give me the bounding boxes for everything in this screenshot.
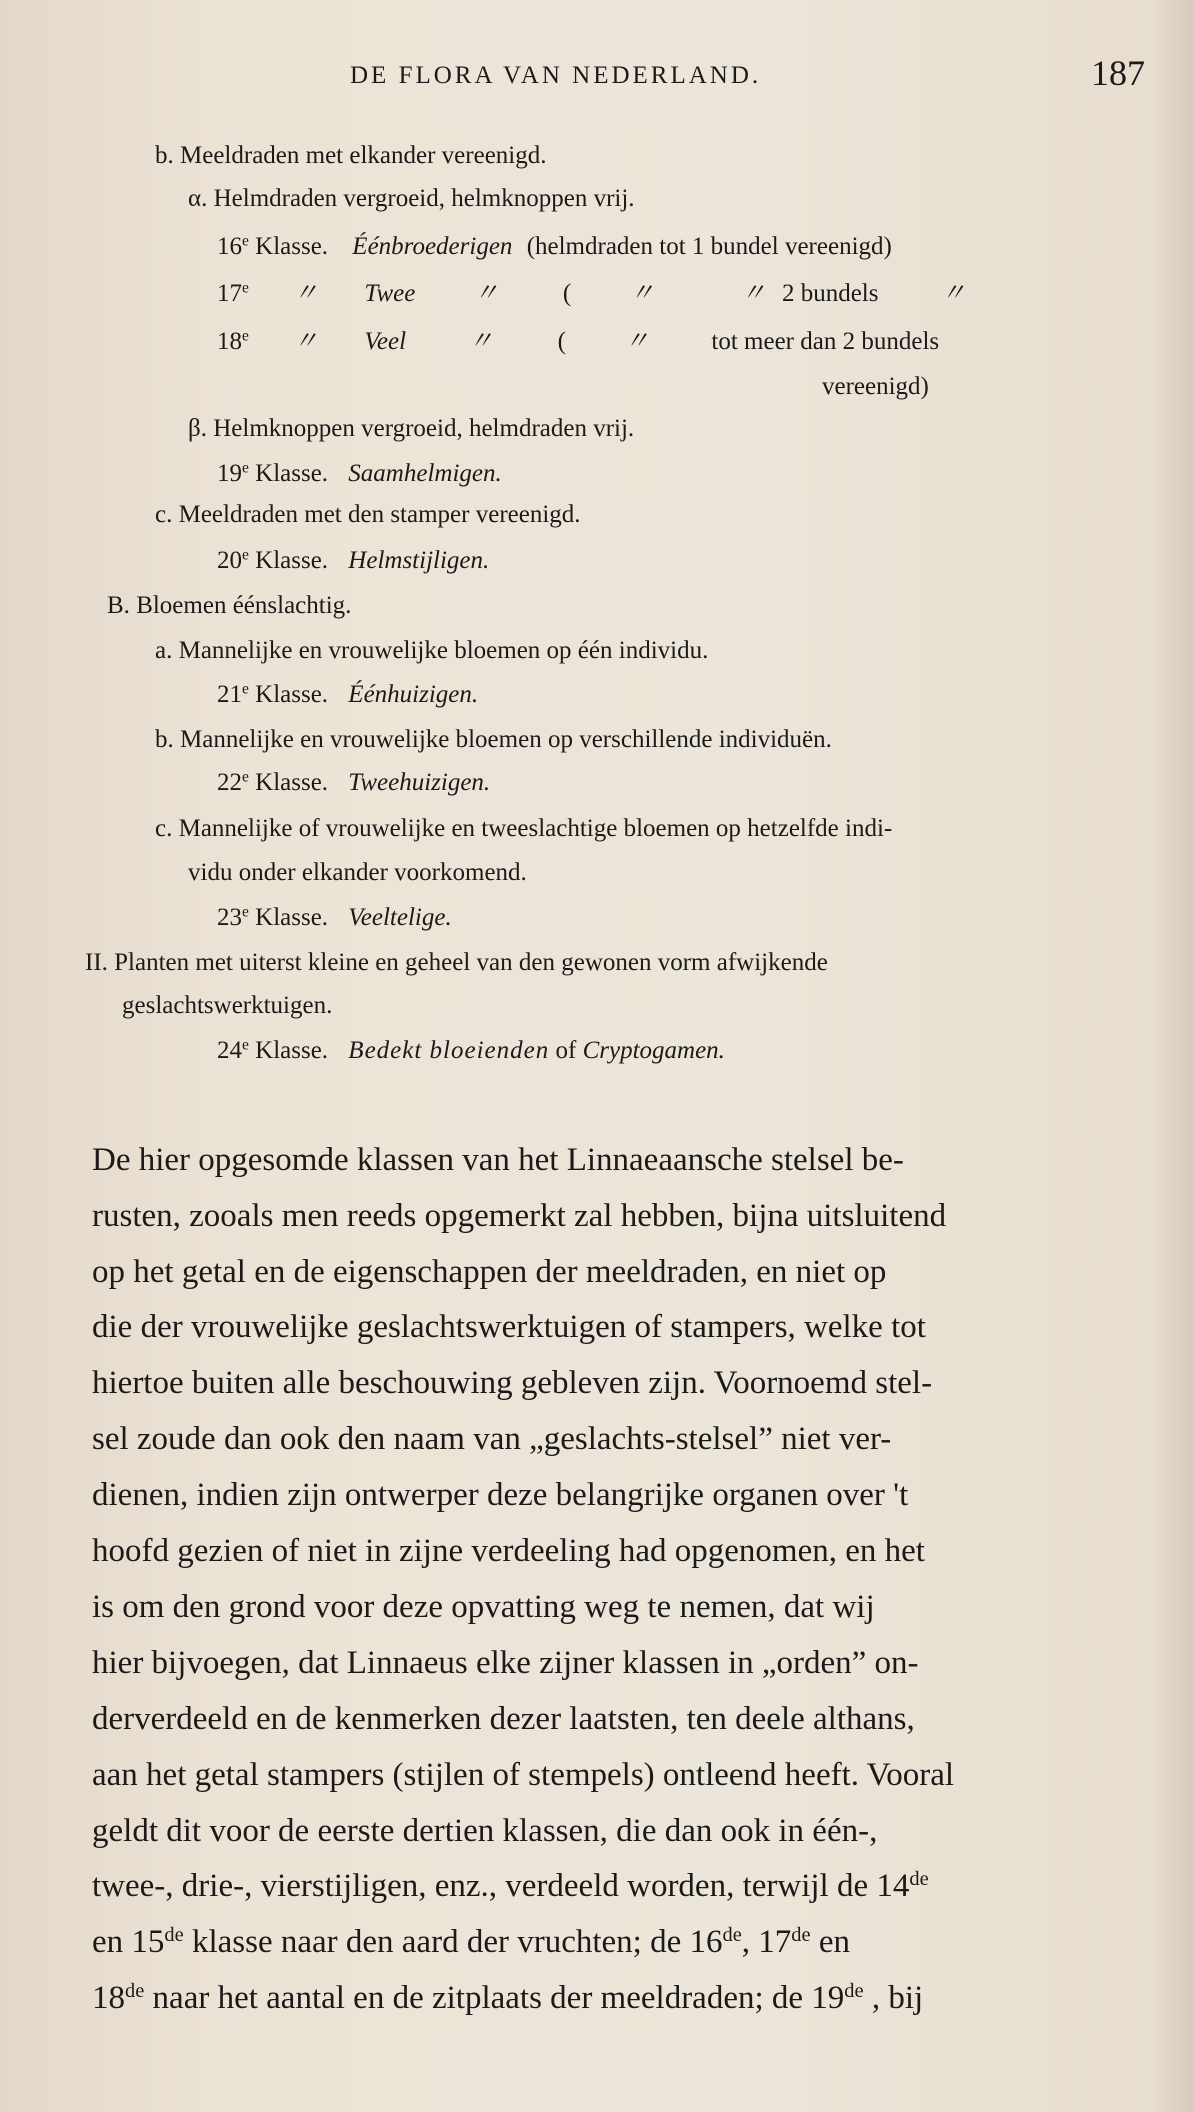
class-16-line: 16e Klasse. Éénbroederigen (helmdraden tot 1 bundel vereenigd) xyxy=(217,232,892,260)
outline-item-c: c. Meeldraden met den stamper vereenigd. xyxy=(155,501,581,528)
paragraph-line-8: hoofd gezien of niet in zijne verdeeling had opgenomen, en het xyxy=(92,1533,925,1569)
paragraph-line-6: sel zoude dan ook den naam van „geslachts-stelsel” niet ver- xyxy=(92,1421,892,1457)
paragraph-line-9: is om den grond voor deze opvatting weg te nemen, dat wij xyxy=(92,1589,875,1625)
paragraph-line-12: aan het getal stampers (stijlen of stempels) ontleend heeft. Vooral xyxy=(92,1757,955,1793)
class-18-continuation: vereenigd) xyxy=(822,373,929,400)
outline-item-alpha: α. Helmdraden vergroeid, helmknoppen vrij. xyxy=(188,185,635,212)
paragraph-line-3: op het getal en de eigenschappen der meeldraden, en niet op xyxy=(92,1254,887,1290)
outline-item-B: B. Bloemen éénslachtig. xyxy=(107,592,352,619)
class-17-line: 17e 〃 Twee 〃 ( 〃 〃 2 bundels 〃 xyxy=(217,279,966,307)
outline-item-II: II. Planten met uiterst kleine en geheel van den gewonen vorm afwijkende xyxy=(85,949,828,976)
outline-item-a2: a. Mannelijke en vrouwelijke bloemen op één individu. xyxy=(155,637,709,664)
paragraph-line-11: derverdeeld en de kenmerken dezer laatsten, ten deele althans, xyxy=(92,1701,915,1737)
outline-item-b: b. Meeldraden met elkander vereenigd. xyxy=(155,142,547,169)
outline-item-beta: β. Helmknoppen vergroeid, helmdraden vrij. xyxy=(188,415,635,442)
page-number: 187 xyxy=(1091,53,1145,93)
outline-item-II-continuation: geslachtswerktuigen. xyxy=(122,992,333,1019)
paragraph-line-4: die der vrouwelijke geslachtswerktuigen of stampers, welke tot xyxy=(92,1309,926,1345)
paragraph-line-2: rusten, zooals men reeds opgemerkt zal hebben, bijna uitsluitend xyxy=(92,1198,947,1234)
page-header xyxy=(350,53,1150,100)
running-title: DE FLORA VAN NEDERLAND. xyxy=(350,62,762,89)
paragraph-line-15: en 15de klasse naar den aard der vruchten; de 16de, 17de en xyxy=(92,1923,850,1960)
class-22-line: 22e Klasse. Tweehuizigen. xyxy=(217,768,491,796)
paragraph-line-1: De hier opgesomde klassen van het Linnaeaansche stelsel be- xyxy=(92,1142,904,1178)
class-20-line: 20e Klasse. Helmstijligen. xyxy=(217,546,490,574)
paragraph-line-5: hiertoe buiten alle beschouwing gebleven zijn. Voornoemd stel- xyxy=(92,1365,933,1401)
paragraph-line-13: geldt dit voor de eerste dertien klassen, die dan ook in één-, xyxy=(92,1813,878,1849)
paragraph-line-16: 18de naar het aantal en de zitplaats der meeldraden; de 19de , bij xyxy=(92,1979,924,2016)
outline-item-b2: b. Mannelijke en vrouwelijke bloemen op verschillende individuën. xyxy=(155,726,832,753)
class-23-line: 23e Klasse. Veeltelige. xyxy=(217,903,452,931)
paragraph-line-14: twee-, drie-, vierstijligen, enz., verdeeld worden, terwijl de 14de xyxy=(92,1867,929,1904)
class-19-line: 19e Klasse. Saamhelmigen. xyxy=(217,459,502,487)
class-18-line: 18e 〃 Veel 〃 ( 〃 tot meer dan 2 bundels xyxy=(217,327,940,355)
paragraph-line-10: hier bijvoegen, dat Linnaeus elke zijner klassen in „orden” on- xyxy=(92,1645,919,1681)
outline-item-c2: c. Mannelijke of vrouwelijke en tweeslachtige bloemen op hetzelfde indi- xyxy=(155,815,893,842)
outline-item-c2-continuation: vidu onder elkander voorkomend. xyxy=(188,859,527,886)
paragraph-line-7: dienen, indien zijn ontwerper deze belangrijke organen over 't xyxy=(92,1477,909,1513)
class-24-line: 24e Klasse. Bedekt bloeienden of Cryptogamen. xyxy=(217,1036,725,1064)
class-21-line: 21e Klasse. Éénhuizigen. xyxy=(217,680,479,708)
